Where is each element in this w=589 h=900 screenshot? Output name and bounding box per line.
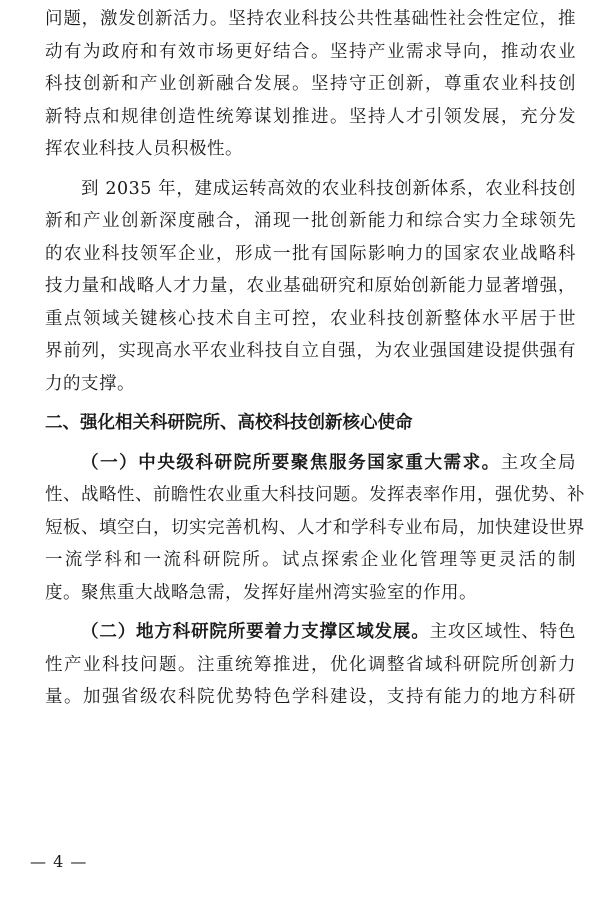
paragraph-central-institutes — [45, 447, 585, 610]
text-line: 度。聚焦重大战略急需，发挥好崖州湾实验室的作用。 — [45, 582, 477, 603]
text-line: 新特点和规律创造性统筹谋划推进。坚持人才引领发展，充分发 — [45, 106, 576, 127]
section-heading: 二、强化相关科研院所、高校科技创新核心使命 — [45, 413, 413, 433]
text-line: 新和产业创新深度融合，涌现一批创新能力和综合实力全球领先 — [45, 211, 576, 231]
text-line: 技力量和战略人才力量，农业基础研究和原始创新能力显著增强， — [45, 276, 576, 296]
text-line: 科技创新和产业创新融合发展。坚持守正创新，尊重农业科技创 — [45, 74, 576, 94]
paragraph-2035-goals — [45, 173, 576, 401]
text-line — [45, 447, 576, 480]
text-line: 短板、填空白，切实完善机构、人才和学科专业布局，加快建设世界 — [45, 517, 585, 538]
paragraph-local-institutes — [45, 616, 576, 714]
page-number: — 4 — — [30, 852, 88, 871]
text-line: 问题，激发创新活力。坚持农业科技公共性基础性社会性定位，推 — [45, 9, 576, 29]
text-line — [45, 616, 576, 649]
text-line: 重点领域关键核心技术自主可控，农业科技创新整体水平居于世 — [45, 308, 576, 329]
text-line: 量。加强省级农科院优势特色学科建设，支持有能力的地方科研 — [45, 687, 576, 707]
text-line: 性产业科技问题。注重统筹推进，优化调整省域科研院所创新力 — [45, 654, 576, 675]
text-span: 主攻全局 — [500, 452, 577, 473]
text-line: 到 2035 年，建成运转高效的农业科技创新体系，农业科技创 — [81, 178, 576, 199]
text-line: 动有为政府和有效市场更好结合。坚持产业需求导向，推动农业 — [45, 41, 576, 62]
text-line: 力的支撑。 — [45, 373, 135, 394]
text-span: 主攻区域性、特色 — [429, 622, 577, 642]
text-line: 性、战略性、前瞻性农业重大科技问题。发挥表率作用，强优势、补 — [45, 485, 585, 505]
text-line: 的农业科技领军企业，形成一批有国际影响力的国家农业战略科 — [45, 243, 576, 264]
text-line: 界前列，实现高水平农业科技自立自强，为农业强国建设提供强有 — [45, 341, 576, 361]
text-line: 挥农业科技人员积极性。 — [45, 139, 243, 159]
subsection-heading: （二）地方科研院所要着力支撑区域发展。 — [81, 622, 430, 642]
paragraph-principles — [45, 3, 576, 166]
text-line: 一流学科和一流科研院所。试点探索企业化管理等更灵活的制 — [45, 550, 576, 570]
subsection-heading: （一）中央级科研院所要聚焦服务国家重大需求。 — [81, 452, 501, 473]
document-body — [45, 3, 585, 714]
